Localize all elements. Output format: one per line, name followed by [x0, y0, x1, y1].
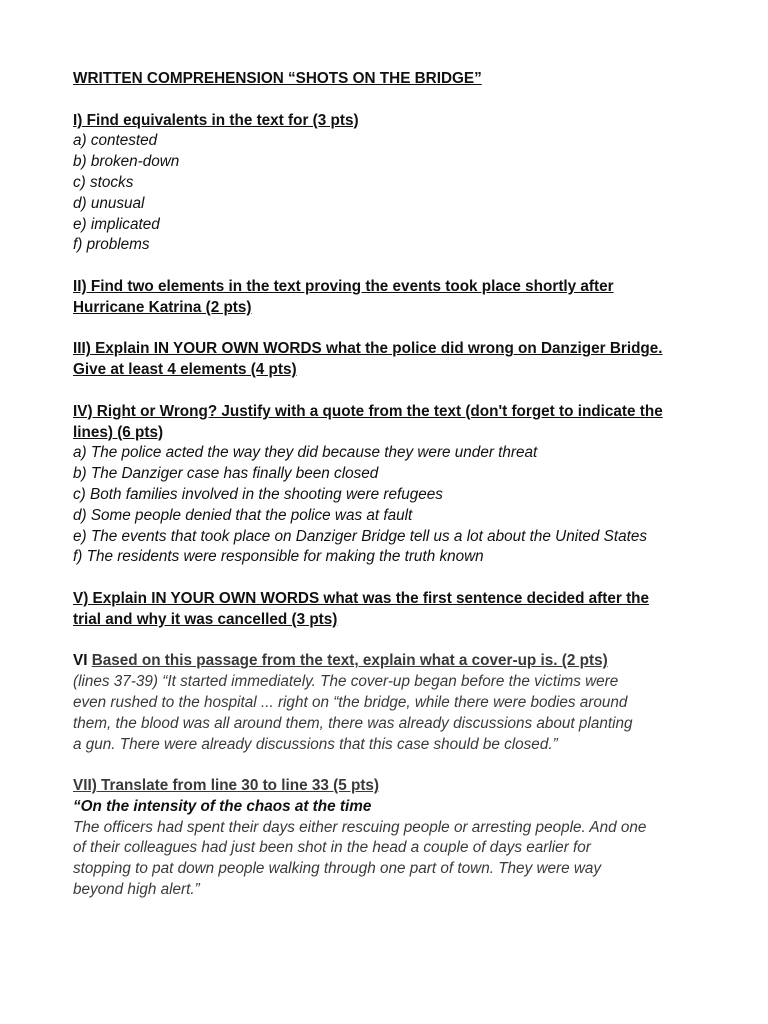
question-1-item: f) problems: [73, 236, 150, 254]
question-7: [73, 776, 713, 901]
passage-line: beyond high alert.”: [73, 881, 200, 899]
question-4-item: e) The events that took place on Danziger Bridge tell us a lot about the United States: [73, 527, 647, 545]
question-1-item: c) stocks: [73, 173, 134, 191]
question-6-label: VI: [73, 652, 88, 670]
question-1-item: b) broken-down: [73, 153, 180, 171]
passage-line: of their colleagues had just been shot in the head a couple of days earlier for: [73, 839, 591, 857]
question-4-item: c) Both families involved in the shooting were refugees: [73, 485, 443, 503]
spacer: [73, 256, 713, 277]
question-1-item: d) unusual: [73, 194, 145, 212]
question-4-item: f) The residents were responsible for making the truth known: [73, 548, 484, 566]
question-1-heading: I) Find equivalents in the text for (3 pts): [73, 111, 359, 129]
spacer: [73, 568, 713, 589]
spacer: [73, 381, 713, 402]
passage-line: The officers had spent their days either rescuing people or arresting people. And one: [73, 818, 647, 836]
question-7-heading: VII) Translate from line 30 to line 33 (5 pts): [73, 777, 380, 795]
quote-line: even rushed to the hospital ... right on “the bridge, while there were bodies around: [73, 693, 628, 711]
question-6-heading-text: Based on this passage from the text, explain what a cover-up is. (2 pts): [91, 652, 608, 670]
question-4-item: a) The police acted the way they did because they were under threat: [73, 444, 538, 462]
question-3-heading: III) Explain IN YOUR OWN WORDS what the police did wrong on Danziger Bridge.: [73, 340, 663, 358]
question-4-heading: lines) (6 pts): [73, 423, 164, 441]
spacer: [73, 755, 713, 776]
quote-line: a gun. There were already discussions that this case should be closed.”: [73, 735, 558, 753]
question-3: [73, 339, 713, 381]
question-5-heading: V) Explain IN YOUR OWN WORDS what was the first sentence decided after the: [73, 589, 650, 607]
question-2-heading: II) Find two elements in the text proving the events took place shortly after: [73, 277, 614, 295]
question-6: [73, 651, 713, 755]
question-4: [73, 402, 713, 568]
question-2-heading: Hurricane Katrina (2 pts): [73, 298, 252, 316]
page-title: WRITTEN COMPREHENSION “SHOTS ON THE BRIDGE”: [73, 70, 482, 87]
question-1: [73, 111, 713, 257]
question-6-heading: [73, 651, 713, 672]
spacer: [73, 90, 713, 111]
question-5-heading: trial and why it was cancelled (3 pts): [73, 610, 338, 628]
spacer: [73, 319, 713, 340]
question-2: [73, 277, 713, 319]
passage-subheading: “On the intensity of the chaos at the time: [73, 797, 372, 815]
question-4-heading: IV) Right or Wrong? Justify with a quote from the text (don't forget to indicate the: [73, 402, 663, 420]
quote-line: them, the blood was all around them, there was already discussions about planting: [73, 714, 633, 732]
passage-line: stopping to pat down people walking through one part of town. They were way: [73, 860, 602, 878]
question-1-item: e) implicated: [73, 215, 160, 233]
question-3-heading: Give at least 4 elements (4 pts): [73, 361, 297, 379]
spacer: [73, 631, 713, 652]
quote-line: (lines 37-39) “It started immediately. The cover-up began before the victims were: [73, 673, 619, 691]
question-4-item: b) The Danziger case has finally been closed: [73, 465, 379, 483]
question-4-item: d) Some people denied that the police was at fault: [73, 506, 413, 524]
question-1-item: a) contested: [73, 132, 158, 150]
question-5: [73, 589, 713, 631]
worksheet: [73, 69, 713, 901]
